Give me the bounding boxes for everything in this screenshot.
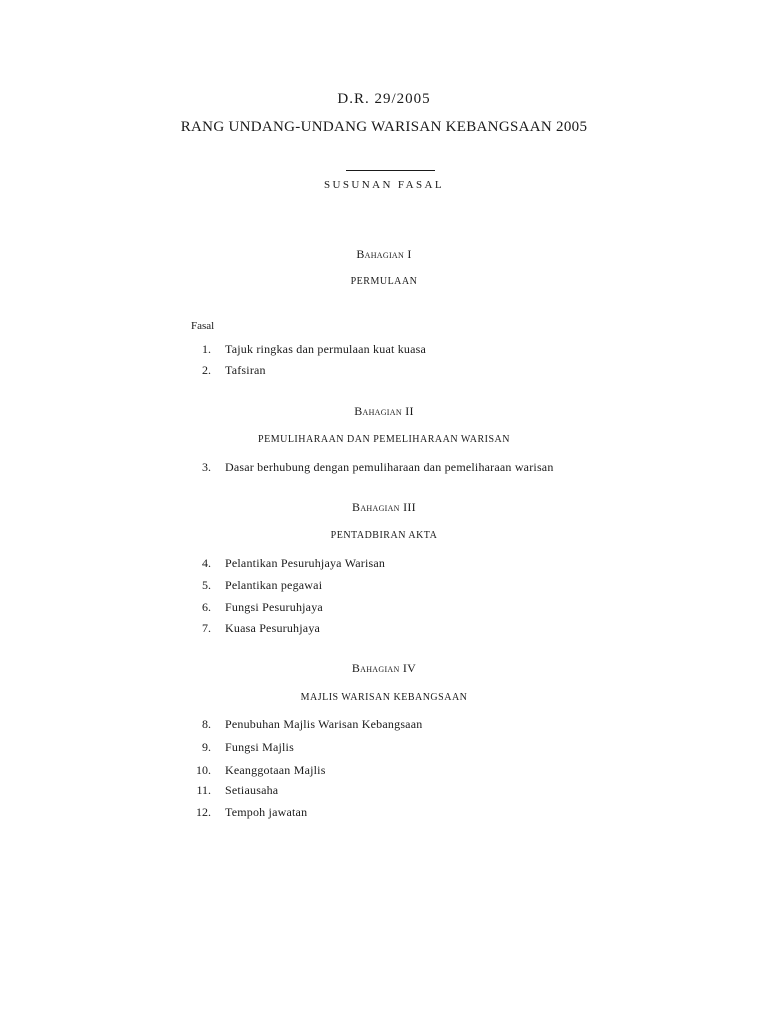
clause-title: Penubuhan Majlis Warisan Kebangsaan [225,717,423,731]
clause-title: Pelantikan Pesuruhjaya Warisan [225,556,386,570]
clause-title: Fungsi Pesuruhjaya [225,600,323,614]
part-3-title: PENTADBIRAN AKTA [330,530,438,541]
clause-number: 1. [202,342,211,356]
part-2-title: PEMULIHARAAN DAN PEMELIHARAAN WARISAN [258,434,510,445]
clause-title: Setiausaha [225,783,279,797]
part-1-title: PERMULAAN [350,276,418,287]
clause-number: 3. [202,460,211,474]
clause-number: 11. [196,783,211,797]
fasal-column-label: Fasal [191,320,215,332]
clause-number: 2. [202,363,211,377]
part-2-label: Bahagian II [354,404,414,418]
clause-number: 10. [196,763,211,777]
clause-title: Kuasa Pesuruhjaya [225,621,321,635]
clause-number: 9. [202,740,211,754]
part-1-label: Bahagian I [356,247,412,261]
clause-number: 8. [202,717,211,731]
clause-number: 7. [202,621,211,635]
clause-title: Tempoh jawatan [225,805,308,819]
clause-title: Tafsiran [225,363,266,377]
clause-number: 4. [202,556,211,570]
part-4-label: Bahagian IV [351,661,417,675]
clause-number: 6. [202,600,211,614]
clause-title: Dasar berhubung dengan pemuliharaan dan pemeliharaan warisan [225,460,554,474]
bill-title: RANG UNDANG-UNDANG WARISAN KEBANGSAAN 2005 [180,119,588,135]
bill-number: D.R. 29/2005 [337,91,431,107]
clause-title: Fungsi Majlis [225,740,294,754]
clause-number: 12. [196,805,211,819]
clause-title: Keanggotaan Majlis [225,763,326,777]
toc-heading: SUSUNAN FASAL [324,179,444,191]
part-3-label: Bahagian III [352,500,416,514]
clause-title: Tajuk ringkas dan permulaan kuat kuasa [225,342,427,356]
part-4-title: MAJLIS WARISAN KEBANGSAAN [300,692,468,703]
clause-number: 5. [202,578,211,592]
clause-title: Pelantikan pegawai [225,578,323,592]
title-divider [346,170,435,171]
